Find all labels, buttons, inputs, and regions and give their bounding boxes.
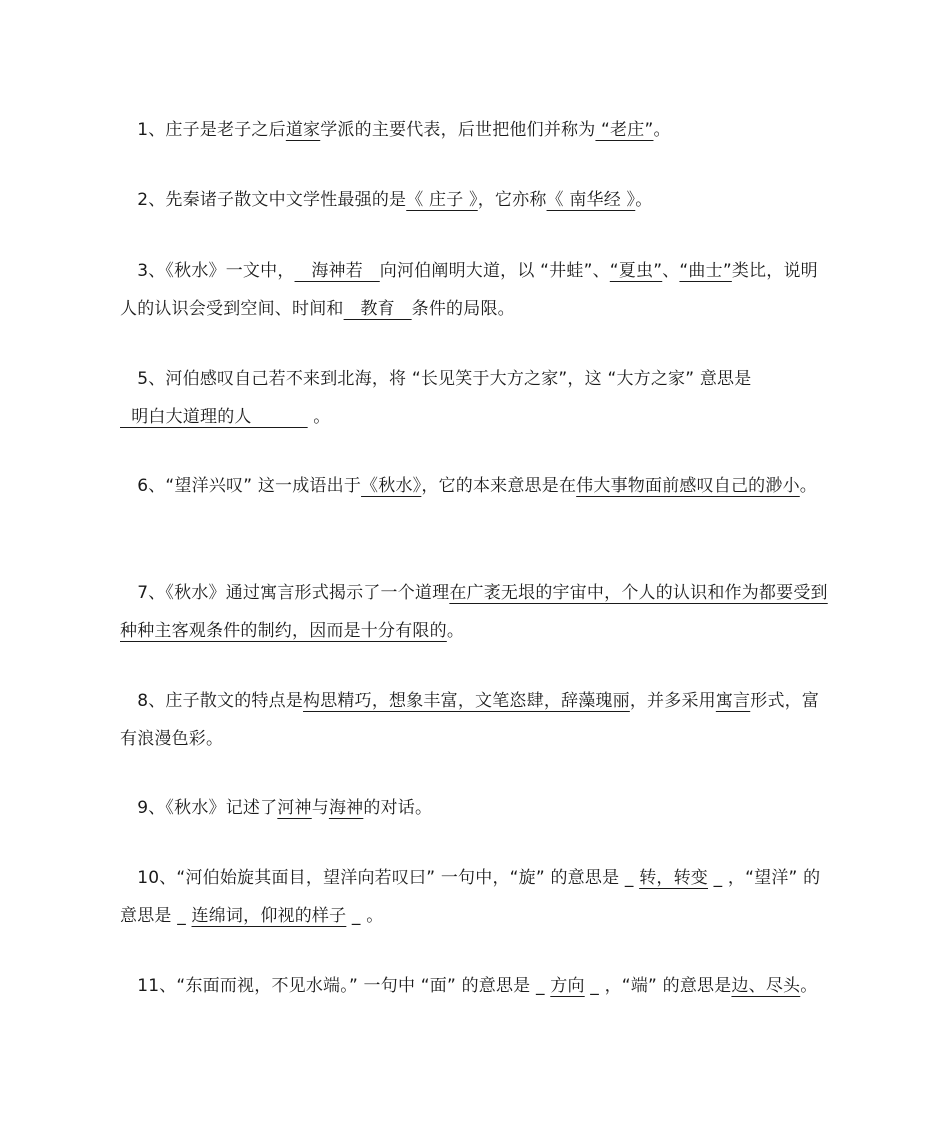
answer-blank: 道家: [285, 120, 321, 140]
question-text: _ ，“望洋” 的意思是 _: [120, 868, 821, 926]
question-text: ，并多采用: [629, 691, 716, 711]
question-text: 11、“东面而视，不见水端。” 一句中 “面” 的意思是 _: [137, 976, 551, 996]
indent: [120, 467, 137, 505]
indent: [120, 181, 137, 219]
question-text: 3、《秋水》一文中，: [137, 261, 295, 281]
question-text: 8、庄子散文的特点是: [137, 691, 304, 711]
answer-blank: 方向: [550, 976, 585, 996]
question-text: 5、河伯感叹自己若不来到北海，将 “长见笑于大方之家”，这 “大方之家” 意思是: [137, 369, 752, 389]
question-text: 学派的主要代表，后世把他们并称为: [320, 120, 596, 140]
question-text: 、: [662, 261, 680, 281]
question-2: [120, 181, 830, 219]
indent: [120, 682, 137, 720]
question-text: 9、《秋水》记述了: [137, 798, 278, 818]
answer-blank: 河神: [277, 798, 312, 818]
indent: [120, 360, 137, 398]
answer-blank: 边、尽头: [731, 976, 801, 996]
question-text: 。: [307, 407, 331, 427]
answer-blank: 伟大事物面前感叹自己的渺小: [576, 476, 800, 496]
question-text: 6、“望洋兴叹” 这一成语出于: [137, 476, 362, 496]
answer-blank: 连绵词，仰视的样子: [191, 906, 347, 926]
question-text: _ ，“端” 的意思是: [584, 976, 732, 996]
question-5: [120, 360, 830, 436]
question-text: 。: [635, 190, 653, 210]
answer-blank: “夏虫”: [609, 261, 663, 281]
question-6: [120, 467, 830, 505]
indent: [120, 574, 137, 612]
answer-blank: 在广袤无垠的宇宙中，个人的认识和作为都要受到种种主客观条件的制约，因而是十分有限的: [120, 583, 828, 641]
indent: [120, 859, 137, 897]
answer-blank: 构思精巧，想象丰富，文笔恣肆，辞藻瑰丽: [303, 691, 630, 711]
question-text: 的对话。: [363, 798, 433, 818]
question-8: [120, 682, 830, 758]
question-text: ，它亦称: [477, 190, 547, 210]
question-3: [120, 252, 830, 328]
question-text: 条件的局限。: [411, 299, 515, 319]
answer-blank: “老庄”: [595, 120, 654, 140]
question-text: 。: [653, 120, 671, 140]
question-text: 向河伯阐明大道，以 “井蛙”、: [379, 261, 610, 281]
answer-blank: 教育: [343, 299, 412, 319]
answer-blank: 海神: [328, 798, 364, 818]
indent: [120, 967, 137, 1005]
answer-blank: 海神若: [294, 261, 380, 281]
question-text: ，它的本来意思是在: [421, 476, 577, 496]
question-text: 10、“河伯始旋其面目，望洋向若叹曰” 一句中，“旋” 的意思是 _: [137, 868, 640, 888]
question-text: 。: [799, 476, 817, 496]
question-text: 。: [800, 976, 818, 996]
question-text: 7、《秋水》通过寓言形式揭示了一个道理: [137, 583, 450, 603]
question-text: 1、庄子是老子之后: [137, 120, 286, 140]
indent: [120, 789, 137, 827]
question-text: 类比，说明人的认识会受到空间、时间和: [120, 261, 818, 319]
answer-blank: “曲士”: [679, 261, 732, 281]
question-text: 2、先秦诸子散文中文学性最强的是: [137, 190, 407, 210]
question-11: [120, 967, 830, 1005]
answer-blank: 转，转变: [639, 868, 708, 888]
answer-blank: 《 南华经 》: [546, 190, 636, 210]
question-text: _ 。: [346, 906, 384, 926]
answer-blank: 明白大道理的人: [120, 407, 308, 427]
question-1: [120, 111, 830, 149]
question-text: 与: [311, 798, 329, 818]
question-9: [120, 789, 830, 827]
question-text: 。: [446, 621, 465, 641]
answer-blank: 《 庄子 》: [406, 190, 478, 210]
question-text: 形式，富有浪漫色彩。: [120, 691, 820, 749]
indent: [120, 111, 137, 149]
indent: [120, 252, 137, 290]
answer-blank: 《秋水》: [361, 476, 422, 496]
question-10: [120, 859, 830, 935]
answer-blank: 寓言: [715, 691, 751, 711]
question-7: [120, 574, 830, 650]
